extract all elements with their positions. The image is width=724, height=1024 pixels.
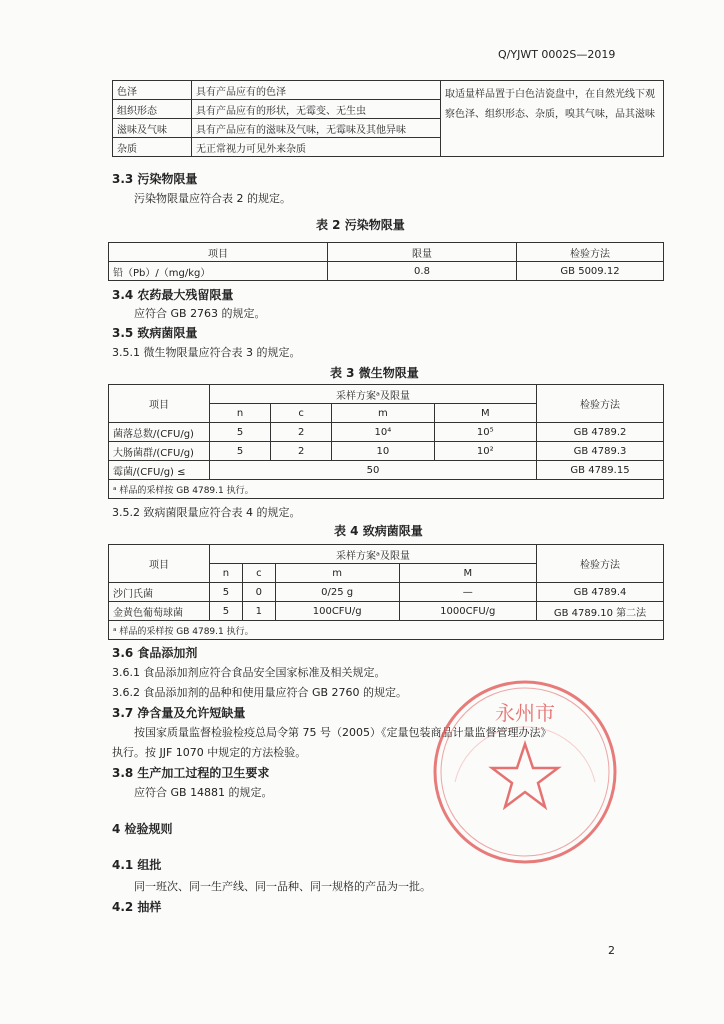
table3-note: ᵃ 样品的采样按 GB 4789.1 执行。 (109, 480, 664, 499)
table3-sub: n (210, 404, 271, 423)
table4-cell: 0/25 g (275, 583, 399, 602)
table4-cell: 1 (242, 602, 275, 621)
table4-cell: 沙门氏菌 (109, 583, 210, 602)
table4-sub: m (275, 564, 399, 583)
table3-sub: c (271, 404, 332, 423)
table2-caption: 表 2 污染物限量 (316, 218, 405, 232)
section-4-title: 4 检验规则 (112, 822, 173, 836)
table2-header: 检验方法 (517, 243, 664, 262)
table2-header: 限量 (328, 243, 517, 262)
table3-cell: 5 (210, 423, 271, 442)
page-number: 2 (608, 944, 615, 957)
table3-cell: 大肠菌群/(CFU/g) (109, 442, 210, 461)
sensory-item: 组织形态 (113, 100, 192, 119)
sensory-req: 具有产品应有的形状，无霉变、无生虫 (192, 100, 441, 119)
section-3-8-text: 应符合 GB 14881 的规定。 (134, 786, 273, 799)
section-3-7-text-2: 执行。按 JJF 1070 中规定的方法检验。 (112, 746, 307, 759)
table3-caption: 表 3 微生物限量 (330, 366, 419, 380)
sensory-method: 取适量样品置于白色洁瓷盘中，在自然光线下观察色泽、组织形态、杂质，嗅其气味，品其滋味 (441, 81, 664, 157)
table2-cell: GB 5009.12 (517, 262, 664, 281)
sensory-table (112, 80, 664, 157)
table3-h-plan: 采样方案ᵃ及限量 (210, 385, 537, 404)
section-3-3-text: 污染物限量应符合表 2 的规定。 (134, 192, 291, 205)
table4-cell: 5 (210, 583, 243, 602)
table2-cell: 0.8 (328, 262, 517, 281)
table4-caption: 表 4 致病菌限量 (334, 524, 423, 538)
table4-sub: n (210, 564, 243, 583)
sensory-item: 色泽 (113, 81, 192, 100)
section-3-7-title: 3.7 净含量及允许短缺量 (112, 706, 246, 720)
section-3-4-text: 应符合 GB 2763 的规定。 (134, 307, 266, 320)
table3-sub: M (434, 404, 536, 423)
sensory-req: 具有产品应有的滋味及气味，无霉味及其他异味 (192, 119, 441, 138)
section-3-5-2-text: 3.5.2 致病菌限量应符合表 4 的规定。 (112, 506, 301, 519)
table2 (108, 242, 664, 281)
table3-cell: 50 (210, 461, 537, 480)
table4-h-item: 项目 (109, 545, 210, 583)
sensory-req: 无正常视力可见外来杂质 (192, 138, 441, 157)
table4-cell: GB 4789.4 (537, 583, 664, 602)
section-3-5-title: 3.5 致病菌限量 (112, 326, 198, 340)
table4-h-method: 检验方法 (537, 545, 664, 583)
section-4-1-text: 同一班次、同一生产线、同一品种、同一规格的产品为一批。 (134, 880, 431, 893)
table4-sub: M (399, 564, 536, 583)
table4-cell: GB 4789.10 第二法 (537, 602, 664, 621)
section-3-7-text-1: 按国家质量监督检验检疫总局令第 75 号（2005）《定量包装商品计量监督管理办法》 (134, 726, 552, 739)
table3 (108, 384, 664, 499)
table2-header: 项目 (109, 243, 328, 262)
table3-cell: 霉菌/(CFU/g) ≤ (109, 461, 210, 480)
table3-cell: GB 4789.2 (537, 423, 664, 442)
doc-code: Q/YJWT 0002S—2019 (498, 48, 616, 61)
table4-cell: 100CFU/g (275, 602, 399, 621)
table4-h-plan: 采样方案ᵃ及限量 (210, 545, 537, 564)
table3-cell: 10 (332, 442, 434, 461)
table4-note: ᵃ 样品的采样按 GB 4789.1 执行。 (109, 621, 664, 640)
table4-sub: c (242, 564, 275, 583)
table3-cell: 5 (210, 442, 271, 461)
company-seal (425, 672, 625, 872)
table4-cell: 金黄色葡萄球菌 (109, 602, 210, 621)
table3-cell: GB 4789.15 (537, 461, 664, 480)
table4-cell: 5 (210, 602, 243, 621)
table3-cell: 10² (434, 442, 536, 461)
table3-cell: 2 (271, 442, 332, 461)
section-3-6-1-text: 3.6.1 食品添加剂应符合食品安全国家标准及相关规定。 (112, 666, 386, 679)
sensory-req: 具有产品应有的色泽 (192, 81, 441, 100)
sensory-item: 滋味及气味 (113, 119, 192, 138)
table3-cell: 2 (271, 423, 332, 442)
table3-cell: GB 4789.3 (537, 442, 664, 461)
section-4-2-title: 4.2 抽样 (112, 900, 162, 914)
table3-h-item: 项目 (109, 385, 210, 423)
table4-cell: 1000CFU/g (399, 602, 536, 621)
section-3-6-title: 3.6 食品添加剂 (112, 646, 198, 660)
table3-cell: 10⁴ (332, 423, 434, 442)
section-3-8-title: 3.8 生产加工过程的卫生要求 (112, 766, 270, 780)
table2-cell: 铅（Pb）/（mg/kg） (109, 262, 328, 281)
table3-sub: m (332, 404, 434, 423)
section-4-1-title: 4.1 组批 (112, 858, 162, 872)
table4-cell: 0 (242, 583, 275, 602)
section-3-5-1-text: 3.5.1 微生物限量应符合表 3 的规定。 (112, 346, 301, 359)
section-3-4-title: 3.4 农药最大残留限量 (112, 288, 234, 302)
seal-text: 永州市 (495, 701, 555, 725)
table3-h-method: 检验方法 (537, 385, 664, 423)
section-3-6-2-text: 3.6.2 食品添加剂的品种和使用量应符合 GB 2760 的规定。 (112, 686, 408, 699)
table3-cell: 菌落总数/(CFU/g) (109, 423, 210, 442)
sensory-item: 杂质 (113, 138, 192, 157)
table4-cell: — (399, 583, 536, 602)
section-3-3-title: 3.3 污染物限量 (112, 172, 198, 186)
table4 (108, 544, 664, 640)
table3-cell: 10⁵ (434, 423, 536, 442)
